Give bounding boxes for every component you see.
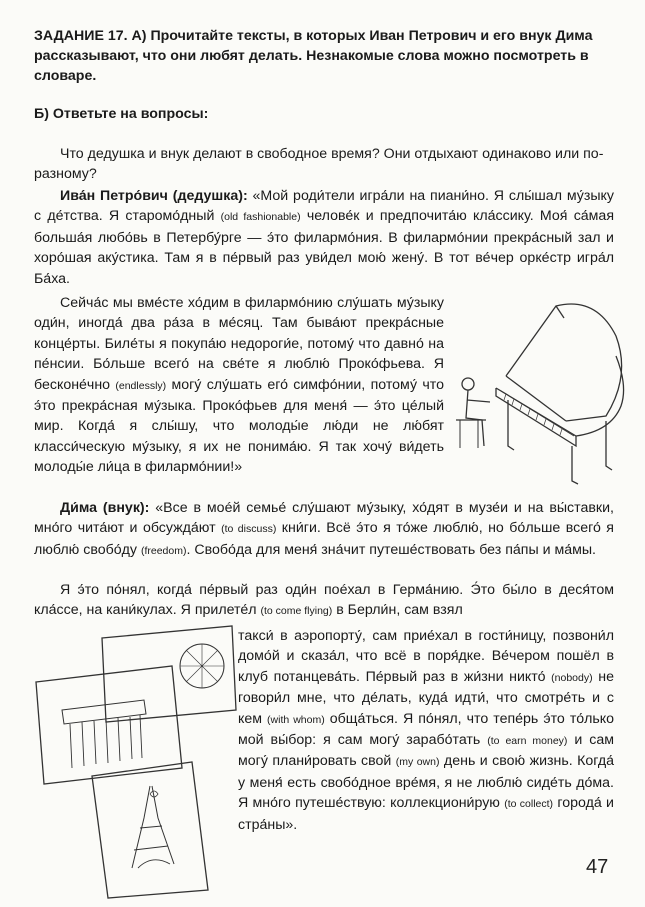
text-span: Сейча́с мы вме́сте хо́дим в филармо́нию слу́шать му́зыку оди́н, иногда́ два ра́за в ме́сяц. Там быва́ют прекра́сные конце́рты. Биле́ты я покупа́ю недороги́е, потому́ что давно́ на пе́нсии. Бо́льше всего́ на све́те я люблю́ Проко́фьева. Я бесконе́чно: [34, 295, 444, 393]
ivan-paragraph-1: [34, 186, 614, 289]
text-span: Я э́то по́нял, когда́ пе́рвый раз оди́н поéхал в Герма́нию. Э́то бы́ло в деся́том кла́ссе, на кани́кулах. Я прилете́л: [34, 582, 614, 619]
gloss: (to earn money): [487, 735, 568, 748]
text-span: челове́к и предпочита́ю кла́ссику. Моя́ са́мая больша́я любо́вь в Петербу́рге — э́то филармо́ния. В филармо́нии прекра́сный зал и хоро́шая аку́стика. Там я в пе́рвый раз уви́дел мою́ жену́. В тот ве́чер орке́стр игра́л Ба́ха.: [34, 208, 614, 287]
task-heading: ЗАДАНИЕ 17. А) Прочитайте тексты, в которых Иван Петрович и его внук Дима рассказывают, что они любят делать. Незнакомые слова можно посмотреть в словаре.: [34, 28, 593, 84]
postcards-illustration: [32, 618, 242, 898]
dima-paragraph-1: [34, 498, 614, 561]
text-span: в Берли́н, сам взял: [332, 602, 463, 619]
gloss: (with whom): [267, 713, 325, 726]
gloss: (to come flying): [260, 605, 333, 618]
gloss: (freedom): [140, 544, 187, 557]
gloss: (endlessly): [115, 379, 167, 392]
dima-paragraph-3: [238, 626, 614, 835]
text-span: такси́ в аэропорту́, сам прие́хал в гости́ницу, позвони́л домо́й и сказа́л, что всё в поря́дке. Ве́чером пошёл в клуб потанцева́ть. Пе́рвый раз в жи́зни никто́: [238, 628, 614, 685]
speaker-ivan: Ива́н Петро́вич (дедушка):: [60, 188, 248, 204]
gloss: (to discuss): [221, 523, 277, 536]
text-span: «Все в моéй семье́ слу́шают му́зыку, хо́дят в музе́и и на вы́ставки, мно́го чита́ют и обсужда́ют: [34, 500, 614, 537]
speaker-dima: Ди́ма (внук):: [60, 500, 150, 516]
text-span: не говори́л мне, что де́лать, куда́ идти́, что смотре́ть и с кем: [238, 668, 614, 727]
gloss: (old fashionable): [220, 211, 301, 224]
text-span: день и свою́ жизнь. Когда́ у меня́ есть свобо́дное вре́мя, я не люблю́ сиде́ть до́ма. Я мно́го путеше́ствую: коллекциони́рую: [238, 753, 615, 812]
subtask-heading: Б) Ответьте на вопросы:: [34, 106, 209, 122]
ivan-paragraph-2: [34, 293, 444, 478]
text-span: «Мой роди́тели игра́ли на пиани́но. Я слы́шал му́зыку с де́тства. Я старомо́дный: [34, 188, 614, 225]
dima-paragraph-2: [34, 580, 614, 622]
gloss: (to collect): [504, 798, 554, 811]
text-span: города́ и стра́ны».: [238, 795, 614, 833]
gloss: (nobody): [551, 671, 593, 684]
text-span: и сам могу́ плани́ровать свой: [238, 732, 614, 770]
text-span: . Свобо́да для меня́ зна́чит путеше́ствовать без па́пы и ма́мы.: [186, 541, 596, 558]
page-number: 47: [586, 856, 609, 878]
question-text: Что дедушка и внук делают в свободное время? Они отдыхают одинаково или по-разному?: [34, 146, 604, 182]
text-span: могу́ слу́шать его́ симфо́нии, потому́ что э́то прекра́сная му́зыка. Проко́фьев для меня́ — э́то це́лый мир. Когда́ я слы́шу, что молоды́е лю́ди не лю́бят класси́ческую му́зыку, я их не понима́ю. Я так хочу́ ви́деть молоды́е ли́ца в филармо́нии!»: [34, 376, 444, 476]
text-span: кни́ги. Всё э́то я то́же люблю́, но бо́льше всего́ я люблю́ свобо́ду: [34, 520, 614, 558]
text-span: обща́ться. Я по́нял, что тепе́рь э́то то́лько мой вы́бор: я сам могу́ зарабо́тать: [238, 710, 615, 749]
piano-illustration: [446, 296, 636, 486]
gloss: (my own): [395, 756, 440, 769]
